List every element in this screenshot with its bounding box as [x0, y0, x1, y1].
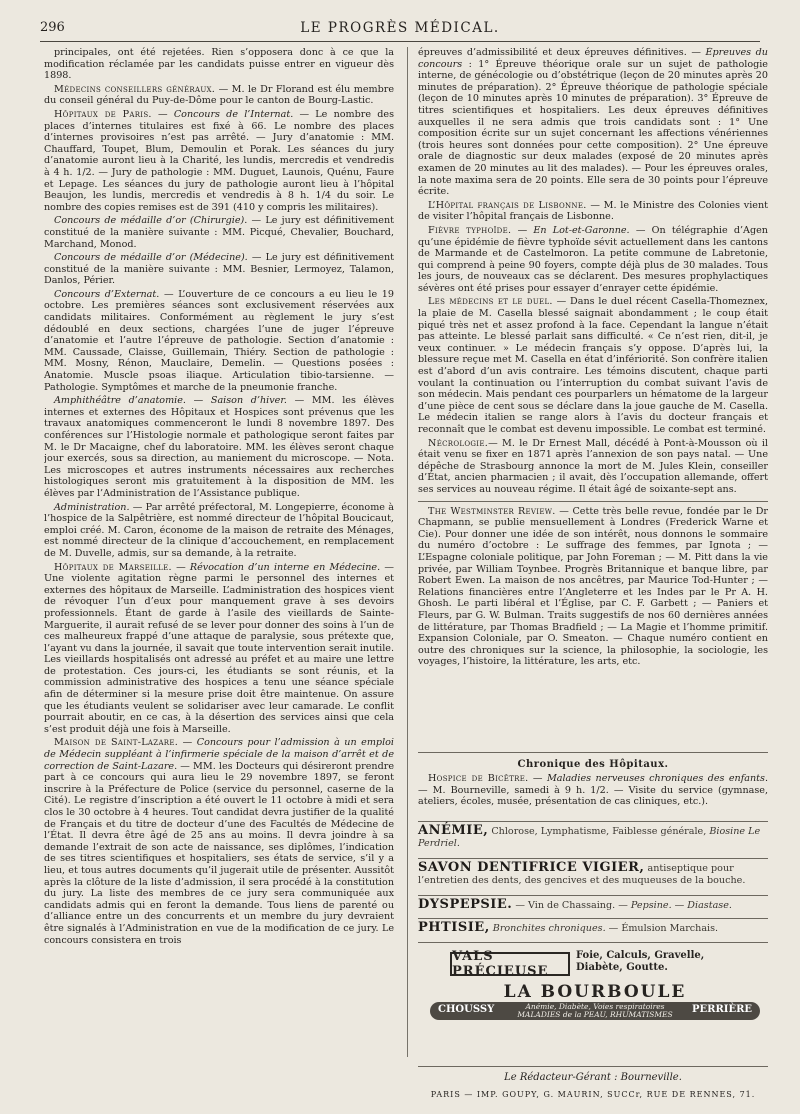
paragraph: Maison de Saint-Lazare. — Concours pour l’admission à un emploi de Médecin suppléant à l’infirmerie spéciale de la maison d’arrêt et de correction de Saint-Lazare. — MM. les Docteurs qui désireront prendre part à ce concours qui aura lieu le 29 novembre 1897, se feront inscrire à la Préfecture de Police (service du personnel, caserne de la Cité). Le registre d’inscription a été ouvert le 11 octobre à midi et sera clos le 30 octobre à 4 heures. Tout candidat devra justifier de la qualité de Français et du titre de docteur d’une des Facultés de Médecine de l’État. Il devra être âgé de 25 ans au moins. Il devra joindre à sa demande l’extrait de son acte de naissance, ses diplômes, l’indication de ses titres scientifiques et hospitaliers, ses états de service, s’il y a lieu, et tous autres documents qu’il jugerait utile de présenter. Aussitôt après la clôture de la liste d’admission, il sera procédé à la constitution du jury. La liste des membres de ce jury sera communiquée aux candidats admis qui en feront la demande. Tous liens de parenté ou d’alliance entre un des concurrents et un membre du jury devraient être signalés à l’Administration en vue de la modification de ce jury. Le concours consistera en trois	[44, 737, 394, 946]
right-column	[418, 47, 768, 772]
paragraph: Médecins conseillers généraux. — M. le Dr Florand est élu membre du conseil général du Puy-de-Dôme pour le canton de Bourg-Lastic.	[44, 83, 394, 107]
paragraph: Concours de médaille d’or (Médecine). — Le jury est définitivement constitué de la manière suivante : MM. Besnier, Lermoyez, Talamon, Danlos, Périer.	[44, 252, 394, 287]
bourboule-indications: Anémie, Diabète, Voies respiratoires MALADIES de la PEAU, RHUMATISMES	[517, 1002, 673, 1019]
divider	[418, 1066, 768, 1067]
paragraph: Concours de médaille d’or (Chirurgie). — Le jury est définitivement constitué de la manière suivante : MM. Picqué, Chevalier, Bouchard, Marchand, Monod.	[44, 215, 394, 250]
divider	[418, 918, 768, 919]
section-heading: The Westminster Review.	[428, 505, 556, 517]
ad-phtisie: PHTISIE, Bronchites chroniques. — Émulsion Marchais.	[418, 920, 719, 935]
vals-logo: VALS PRÉCIEUSE	[450, 952, 570, 976]
paragraph: Nécrologie.— M. le Dr Ernest Mall, décédé à Pont-à-Mousson où il était venu se fixer en 1871 après l’annexion de son pays natal. — Une dépêche de Strasbourg annonce la mort de M. Jules Klein, conseiller d’État, ancien pharmacien ; il avait, dès l’occupation allemande, offert ses services au nouveau régime. Il était âgé de soixante-sept ans.	[418, 437, 768, 495]
paragraph: Fièvre typhoïde. — En Lot-et-Garonne. — On télégraphie d’Agen qu’une épidémie de fièvre typhoïde sévit actuellement dans les cantons de Marmande et de Castelmoron. La petite commune de Labretonie, qui comprend à peine 90 foyers, compte déjà plus de 30 malades. Tous les jours, de nouveaux cas se déclarent. Des mesures prophylactiques sévères ont été prises pour essayer d’enrayer cette épidémie.	[418, 224, 768, 294]
paragraph: Administration. — Par arrêté préfectoral, M. Longepierre, économe à l’hospice de la Salpêtrière, est nommé directeur de l’hôpital Boucicaut, emploi créé. M. Caron, économe de la maison de retraite des Ménages, est nommé directeur de la clinique d’accouchement, en remplacement de M. Duvelle, admis, sur sa demande, à la retraite.	[44, 501, 394, 559]
running-title: LE PROGRÈS MÉDICAL.	[300, 20, 500, 36]
divider	[418, 501, 768, 502]
imprint-line: PARIS — IMP. GOUPY, G. MAURIN, SUCCr, RUE DE RENNES, 71.	[430, 1090, 756, 1099]
vals-indications: Foie, Calculs, Gravelle, Diabète, Goutte.	[576, 950, 705, 973]
paragraph: L’Hôpital français de Lisbonne. — M. le Ministre des Colonies vient de visiter l’hôpital français de Lisbonne.	[418, 199, 768, 223]
ad-savon: SAVON DENTIFRICE VIGIER, antiseptique pour l’entretien des dents, des gencives et des muqueuses de la bouche.	[418, 860, 746, 886]
left-column	[44, 47, 394, 1059]
bourboule-title: LA BOURBOULE	[503, 982, 687, 1002]
ad-bourboule	[430, 982, 760, 1022]
divider	[418, 821, 768, 822]
section-heading: Nécrologie.	[428, 437, 489, 449]
paragraph: Hôpitaux de Marseille. — Révocation d’un interne en Médecine. — Une violente agitation règne parmi le personnel des internes et externes des hôpitaux de Marseille. L’administration des hospices vient de révoquer l’un d’eux pour manquement grave à ses devoirs professionnels. Étant de garde à l’asile des vieillards de Sainte-Marguerite, il aurait refusé de se lever pour donner des soins à l’un de ces malheureux frappé d’une attaque de paralysie, sous prétexte que, l’ayant vu dans la journée, il savait que toute intervention serait inutile. Les vieillards hospitalisés ont adressé au préfet et au maire une lettre de protestation. Ces jours-ci, les étudiants se sont réunis, et la commission administrative des hospices a tenu une séance spéciale afin de déterminer si la mesure prise doit être maintenue. On assure que les étudiants veulent se solidariser avec leur camarade. Le conflit pourrait aboutir, en ce cas, à la désertion des services ainsi que cela s’est produit déjà une fois à Marseille.	[44, 561, 394, 735]
column-separator	[407, 47, 408, 1057]
divider	[418, 895, 768, 896]
section-heading: Hospice de Bicêtre.	[428, 773, 529, 784]
ad-anemie: ANÉMIE, Chlorose, Lymphatisme, Faiblesse générale, Biosine Le Perdriel.	[418, 823, 761, 849]
paragraph: Les médecins et le duel. — Dans le duel récent Casella-Thomeznex, la plaie de M. Casella blessé saignait abondamment ; le coup était piqué très net et assez profond à la face. Cependant la langue n’était pas atteinte. Le blessé parlait sans difficulté. « Ce n’est rien, dit-il, je veux continuer. » Le médecin français s’y oppose. D’après lui, la blessure reçue met M. Casella en état d’infériorité. Son confrère italien est d’abord d’un avis contraire. Les témoins discutent, chaque parti voulant la continuation ou l’interruption du combat suivant l’avis de son médecin. Mais pendant ces pourparlers un hématome de la largeur d’une pièce de cent sous se déclare dans la joue gauche de M. Casella. Le médecin italien se range alors à l’avis du docteur français et reconnaît que le combat est devenu impossible. Le combat est terminé.	[418, 296, 768, 435]
divider	[418, 752, 768, 753]
section-heading: Hôpitaux de Marseille.	[54, 561, 172, 573]
paragraph: principales, ont été rejetées. Rien s’opposera donc à ce que la modification réclamée par les candidats puisse entrer en vigueur dès 1898.	[44, 47, 394, 82]
ad-dyspepsie: DYSPEPSIE. — Vin de Chassaing. — Pepsine. — Diastase.	[418, 897, 732, 912]
chronique-body: Hospice de Bicêtre. — Maladies nerveuses chroniques des enfants. — M. Bourneville, samedi à 9 h. 1/2. — Visite du service (gymnase, ateliers, écoles, musée, présentation de cas cliniques, etc.).	[418, 773, 768, 808]
divider	[418, 942, 768, 943]
divider	[418, 858, 768, 859]
redacteur-gerant: Le Rédacteur-Gérant : Bourneville.	[504, 1072, 682, 1083]
paragraph: Hôpitaux de Paris. — Concours de l’Internat. — Le nombre des places d’internes titulaires est fixé à 66. Le nombre des places d’internes provisoires n’est pas arrêté. — Jury d’anatomie : MM. Chauffard, Toupet, Blum, Demoulin et Porak. Les séances du jury d’anatomie auront lieu à la Charité, les lundis, mercredis et vendredis à 4 h. 1/2. — Jury de pathologie : MM. Duguet, Launois, Quénu, Faure et Lepage. Les séances du jury de pathologie auront lieu à l’hôpital Beaujon, les lundis, mercredis et vendredis à 8 h. 1/4 du soir. Le nombre des copies remises est de 391 (410 y compris les militaires).	[44, 108, 394, 213]
section-heading: Maison de Saint-Lazare.	[54, 737, 179, 749]
paragraph: Concours d’Externat. — L’ouverture de ce concours a eu lieu le 19 octobre. Les premières séances sont exclusivement réservées aux candidats militaires. Conformément au règlement le jury s’est dédoublé en deux sections, chargées l’une de juger l’épreuve d’anatomie et l’autre l’épreuve de pathologie. Section d’anatomie : MM. Caussade, Claisse, Guillemain, Thiéry. Section de pathologie : MM. Mosny, Rénon, Mauclaire, Demelin. — Questions posées : Anatomie. Muscle psoas iliaque. Articulation tibio-tarsienne. — Pathologie. Symptômes et marche de la pneumonie franche.	[44, 288, 394, 393]
ad-vals	[430, 946, 760, 979]
paragraph: The Westminster Review. — Cette très belle revue, fondée par le Dr Chapmann, se publie mensuellement à Londres (Frederick Warne et Cie). Pour donner une idée de son intérêt, nous donnons le sommaire du numéro d’octobre : Le suffrage des femmes, par Ignota ; — L’Espagne coloniale politique, par John Foreman ; — M. Pitt dans la vie privée, par William Toynbee. Progrès Britannique et banque libre, par Robert Ewen. La maison de nos ancêtres, par Maurice Tod-Hunter ; — Relations financières entre l’Angleterre et les Indes par le Pr A. H. Ghosh. Le parti libéral et l’Église, par C. F. Garbett ; — Paniers et Fleurs, par G. W. Bulman. Traits suggestifs de nos 60 dernières années de littérature, par Thomas Bradfield ; — La Magie et l’homme primitif. Expansion Coloniale, par O. Smeaton. — Chaque numéro contient en outre des chroniques sur la science, la philosophie, la sociologie, les voyages, l’histoire, la littérature, les arts, etc.	[418, 505, 768, 668]
page-number: 296	[40, 20, 65, 35]
bourboule-right-label: PERRIÈRE	[692, 1004, 752, 1015]
paragraph: épreuves d’admissibilité et deux épreuves définitives. — Épreuves du concours : 1° Épreuve théorique orale sur un sujet de pathologie interne, de génécologie ou d’obstétrique (leçon de 20 minutes après 20 minutes de préparation). 2° Épreuve théorique de pathologie spéciale (leçon de 10 minutes après 10 minutes de préparation). 3° Épreuve de titres scientifiques et hospitaliers. Les deux épreuves définitives auxquelles il ne sera admis que trois candidats sont : 1° Une composition écrite sur un sujet concernant les affections vénériennes (trois heures sont données pour cette composition). 2° Une épreuve orale de diagnostic sur deux malades (exposé de 20 minutes après examen de 20 minutes au lit des malades). — Pour les épreuves orales, la note maxima sera de 20 points. Elle sera de 30 points pour l’épreuve écrite.	[418, 47, 768, 198]
paragraph: Amphithéâtre d’anatomie. — Saison d’hiver. — MM. les élèves internes et externes des Hôpitaux et Hospices sont prévenus que les travaux anatomiques commenceront le lundi 8 novembre 1897. Des conférences sur l’Histologie normale et pathologique seront faites par M. le Dr Macaigne, chef du laboratoire. MM. les élèves seront chaque jour exercés, sous sa direction, au maniement du microscope. — Nota. Les microscopes et autres instruments nécessaires aux recherches histologiques seront mis gratuitement à la disposition de MM. les élèves par l’Administration de l’Assistance publique.	[44, 395, 394, 499]
section-heading: L’Hôpital français de Lisbonne.	[428, 199, 587, 211]
chronique-title: Chronique des Hôpitaux.	[517, 759, 669, 770]
section-heading: Fièvre typhoïde.	[428, 224, 512, 236]
bourboule-left-label: CHOUSSY	[438, 1004, 495, 1015]
header-rule	[40, 41, 760, 42]
section-heading: Les médecins et le duel.	[428, 296, 553, 308]
section-heading: Hôpitaux de Paris.	[54, 108, 152, 120]
section-heading: Médecins conseillers généraux.	[54, 83, 216, 95]
